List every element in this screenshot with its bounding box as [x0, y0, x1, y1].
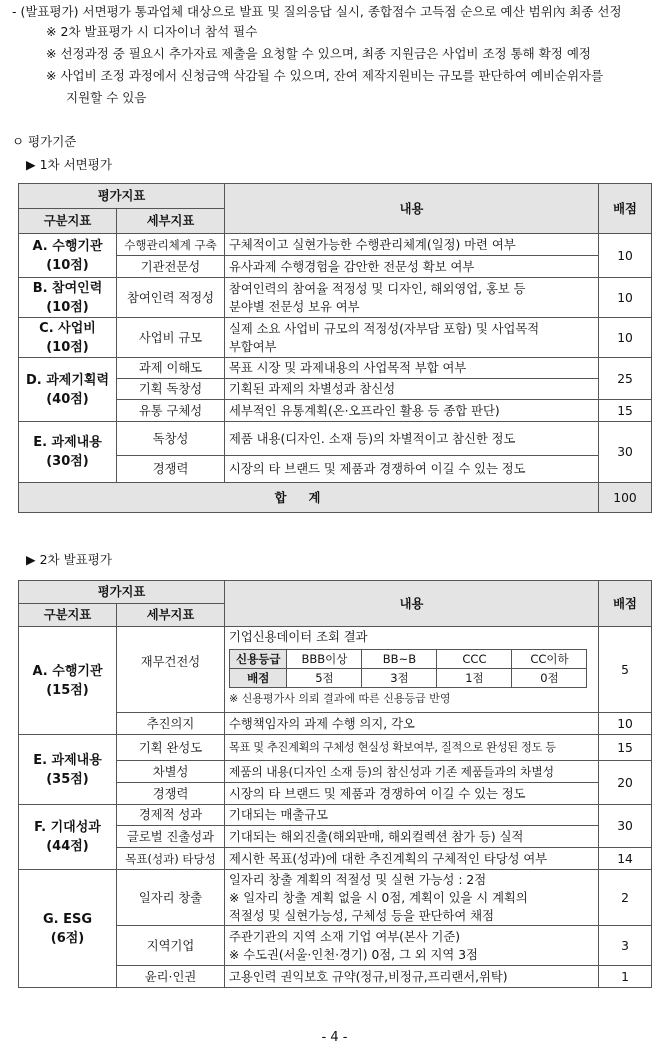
detail-g3: 윤리·인권 — [117, 966, 225, 988]
header-score: 배점 — [599, 184, 652, 234]
content-e1: 목표 및 추진계획의 구체성 현실성 확보여부, 질적으로 완성된 정도 등 — [225, 735, 599, 761]
category-f: F. 기대성과 (44점) — [19, 805, 117, 870]
score-e23: 20 — [599, 761, 652, 805]
category-d: D. 과제기획력 (40점) — [19, 358, 117, 422]
header-score: 배점 — [599, 581, 652, 627]
note-designer: ※ 2차 발표평가 시 디자이너 참석 필수 — [46, 24, 258, 39]
detail-f1: 경제적 성과 — [117, 805, 225, 826]
content-d3: 세부적인 유통계획(온·오프라인 활용 등 종합 판단) — [225, 400, 599, 422]
grade-header: 신용등급 — [230, 650, 287, 669]
header-category: 구분지표 — [19, 209, 117, 234]
round2-table — [18, 580, 652, 988]
detail-c: 사업비 규모 — [117, 318, 225, 358]
content-f3: 제시한 목표(성과)에 대한 추진계획의 구체적인 타당성 여부 — [225, 848, 599, 870]
intro-line: - (발표평가) 서면평가 통과업체 대상으로 발표 및 질의응답 실시, 종합점수 고득점 순으로 예산 범위內 최종 선정 — [12, 4, 622, 19]
total-score: 100 — [599, 483, 652, 513]
detail-f2: 글로벌 진출성과 — [117, 826, 225, 848]
content-d2: 기획된 과제의 차별성과 참신성 — [225, 379, 599, 400]
detail-g2: 지역기업 — [117, 926, 225, 966]
detail-e1: 독창성 — [117, 422, 225, 456]
grade-score-1: 5점 — [287, 669, 362, 688]
category-a: A. 수행기관 (10점) — [19, 234, 117, 278]
detail-d2: 기획 독창성 — [117, 379, 225, 400]
header-group: 평가지표 — [19, 581, 225, 604]
content-e1: 제품 내용(디자인. 소재 등)의 차별적이고 참신한 정도 — [225, 422, 599, 456]
grade-score-4: 0점 — [512, 669, 587, 688]
score-d3: 15 — [599, 400, 652, 422]
total-label: 합계 — [19, 483, 599, 513]
header-group: 평가지표 — [19, 184, 225, 209]
note-budget: ※ 사업비 조정 과정에서 신청금액 삭감될 수 있으며, 잔여 제작지원비는 규모를 판단하여 예비순위자를 — [46, 68, 604, 83]
content-e2: 시장의 타 브랜드 및 제품과 경쟁하여 이길 수 있는 정도 — [225, 456, 599, 483]
category-a: A. 수행기관 (15점) — [19, 627, 117, 735]
note-budget-cont: 지원할 수 있음 — [66, 90, 147, 105]
header-category: 구분지표 — [19, 604, 117, 627]
detail-f3: 목표(성과) 타당성 — [117, 848, 225, 870]
score-d12: 25 — [599, 358, 652, 400]
content-f2: 기대되는 해외진출(해외판매, 해외컬렉션 참가 등) 실적 — [225, 826, 599, 848]
round1-table — [18, 183, 652, 513]
detail-e2: 차별성 — [117, 761, 225, 783]
score-b: 10 — [599, 278, 652, 318]
score-a1: 5 — [599, 627, 652, 713]
score-e: 30 — [599, 422, 652, 483]
content-e3: 시장의 타 브랜드 및 제품과 경쟁하여 이길 수 있는 정도 — [225, 783, 599, 805]
note-extra-docs: ※ 선정과정 중 필요시 추가자료 제출을 요청할 수 있으며, 최종 지원금은 사업비 조정 통해 확정 예정 — [46, 46, 591, 61]
page-number: - 4 - — [321, 1030, 348, 1045]
category-e: E. 과제내용 (35점) — [19, 735, 117, 805]
grade-score-header: 배점 — [230, 669, 287, 688]
detail-e3: 경쟁력 — [117, 783, 225, 805]
score-e1: 15 — [599, 735, 652, 761]
detail-a2: 기관전문성 — [117, 256, 225, 278]
category-b: B. 참여인력 (10점) — [19, 278, 117, 318]
content-d1: 목표 시장 및 과제내용의 사업목적 부합 여부 — [225, 358, 599, 379]
round1-title: ▶ 1차 서면평가 — [26, 157, 112, 172]
content-g1: 일자리 창출 계획의 적절성 및 실현 가능성 : 2점 ※ 일자리 창출 계획 없을 시 0점, 계획이 있을 시 계획의 적절성 및 실현가능성, 구체성 등을 판단하여 채점 — [225, 870, 599, 926]
content-e2: 제품의 내용(디자인 소재 등)의 참신성과 기존 제품들과의 차별성 — [225, 761, 599, 783]
header-content: 내용 — [225, 184, 599, 234]
detail-b: 참여인력 적정성 — [117, 278, 225, 318]
score-g3: 1 — [599, 966, 652, 988]
detail-g1: 일자리 창출 — [117, 870, 225, 926]
content-a1: 기업신용데이터 조회 결과 신용등급 BBB이상 BB~B CCC CC이하 배점 5점 3점 1점 0점 ※ 신용평가사 의뢰 결과에 따른 신용등급 반영 — [225, 627, 599, 713]
grade-bbb: BBB이상 — [287, 650, 362, 669]
grade-bb: BB~B — [362, 650, 437, 669]
content-c: 실제 소요 사업비 규모의 적정성(자부담 포함) 및 사업목적 부합여부 — [225, 318, 599, 358]
detail-d1: 과제 이해도 — [117, 358, 225, 379]
grade-score-3: 1점 — [437, 669, 512, 688]
detail-a1: 수행관리체계 구축 — [117, 234, 225, 256]
detail-a1: 재무건전성 — [117, 627, 225, 713]
score-f3: 14 — [599, 848, 652, 870]
detail-d3: 유통 구체성 — [117, 400, 225, 422]
credit-grade-table — [229, 649, 587, 688]
score-c: 10 — [599, 318, 652, 358]
detail-a2: 추진의지 — [117, 713, 225, 735]
content-b: 참여인력의 참여율 적정성 및 디자인, 해외영업, 홍보 등 분야별 전문성 보유 여부 — [225, 278, 599, 318]
detail-e1: 기획 완성도 — [117, 735, 225, 761]
detail-e2: 경쟁력 — [117, 456, 225, 483]
category-c: C. 사업비 (10점) — [19, 318, 117, 358]
round2-title: ▶ 2차 발표평가 — [26, 552, 112, 567]
content-g3: 고용인력 권익보호 규약(정규,비정규,프리랜서,위탁) — [225, 966, 599, 988]
score-f12: 30 — [599, 805, 652, 848]
content-g2: 주관기관의 지역 소재 기업 여부(본사 기준) ※ 수도권(서울·인천·경기) 0점, 그 외 지역 3점 — [225, 926, 599, 966]
header-content: 내용 — [225, 581, 599, 627]
category-g: G. ESG (6점) — [19, 870, 117, 988]
content-a2: 유사과제 수행경험을 감안한 전문성 확보 여부 — [225, 256, 599, 278]
grade-score-2: 3점 — [362, 669, 437, 688]
score-a2: 10 — [599, 713, 652, 735]
content-a1: 구체적이고 실현가능한 수행관리체계(일정) 마련 여부 — [225, 234, 599, 256]
criteria-heading: ㅇ 평가기준 — [12, 134, 77, 149]
score-g2: 3 — [599, 926, 652, 966]
header-detail: 세부지표 — [117, 604, 225, 627]
category-e: E. 과제내용 (30점) — [19, 422, 117, 483]
header-detail: 세부지표 — [117, 209, 225, 234]
content-a2: 수행책임자의 과제 수행 의지, 각오 — [225, 713, 599, 735]
score-g1: 2 — [599, 870, 652, 926]
credit-note: ※ 신용평가사 의뢰 결과에 따른 신용등급 반영 — [229, 692, 451, 705]
score-a: 10 — [599, 234, 652, 278]
grade-cc: CC이하 — [512, 650, 587, 669]
content-f1: 기대되는 매출규모 — [225, 805, 599, 826]
grade-ccc: CCC — [437, 650, 512, 669]
